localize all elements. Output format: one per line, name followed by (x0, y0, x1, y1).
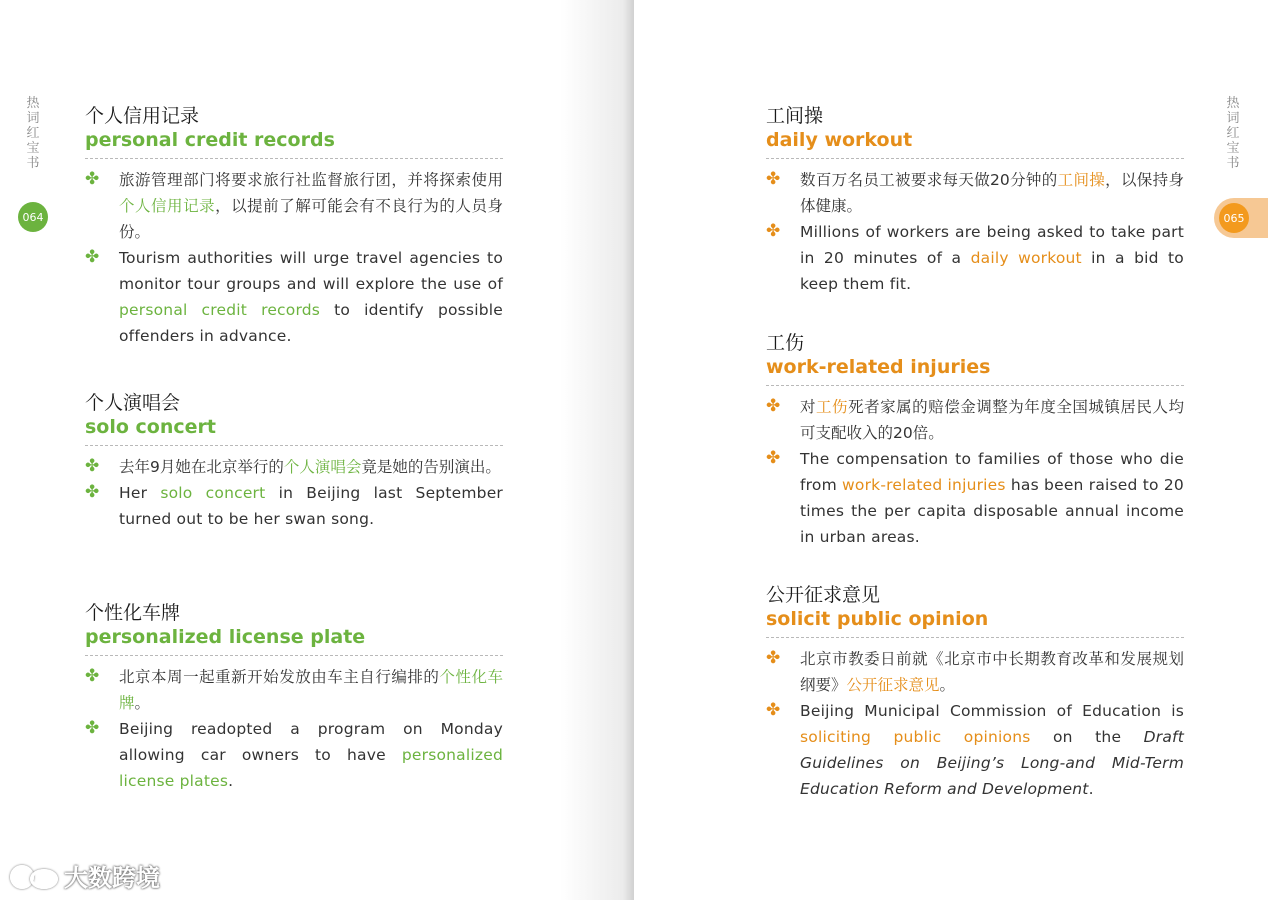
highlighted-term: solo concert (160, 484, 266, 502)
clover-icon: ✤ (766, 648, 781, 668)
chinese-term: 个人演唱会 (85, 392, 181, 414)
page-number-tab (1214, 198, 1268, 238)
english-example: ✤ Her solo concert in Beijing last September turned out to be her swan song. (85, 482, 504, 528)
chinese-example: ✤ 旅游管理部门将要求旅行社监督旅行团，并将探索使用个人信用记录，以提前了解可能会有不良行为的人员身份。 (85, 169, 503, 241)
english-example: ✤ Beijing Municipal Commission of Education is soliciting public opinions on the Draft Guidelines on Beijing’s Long-and Mid-Term Education Reform and Development. (766, 700, 1184, 798)
watermark-logo-icon (10, 863, 58, 889)
chinese-term: 工间操 (766, 105, 824, 127)
dashed-divider (85, 655, 503, 656)
dashed-divider (766, 637, 1184, 638)
clover-icon: ✤ (85, 169, 100, 189)
dashed-divider (85, 445, 503, 446)
term-entry (766, 104, 1184, 297)
chinese-term: 工伤 (766, 332, 805, 354)
highlighted-term: 公开征求意见 (846, 676, 940, 694)
english-term: personalized license plate (85, 626, 366, 648)
clover-icon: ✤ (85, 247, 100, 267)
term-entry (85, 104, 503, 349)
clover-icon: ✤ (766, 169, 781, 189)
highlighted-term: personal credit records (119, 301, 321, 319)
clover-icon: ✤ (766, 700, 781, 720)
term-entry (766, 583, 1184, 802)
chinese-example: ✤ 数百万名员工被要求每天做20分钟的工间操，以保持身体健康。 (766, 169, 1184, 215)
highlighted-term: daily workout (970, 249, 1082, 267)
chinese-term: 个人信用记录 (85, 105, 200, 127)
highlighted-term: 个人信用记录 (119, 197, 216, 215)
chinese-term: 个性化车牌 (85, 602, 181, 624)
dashed-divider (85, 158, 503, 159)
highlighted-term: personalized license plates (119, 746, 503, 790)
watermark (10, 858, 160, 893)
term-entry (85, 601, 503, 794)
highlighted-term: 个人演唱会 (283, 458, 362, 476)
highlighted-term: 工间操 (1057, 171, 1106, 189)
english-term: work-related injuries (766, 356, 991, 378)
highlighted-term: soliciting public opinions (800, 728, 1031, 746)
term-entry (766, 331, 1184, 550)
italic-title: Draft Guidelines on Beijing’s Long-and Mid-Term Education Reform and Development (800, 728, 1184, 798)
clover-icon: ✤ (85, 718, 100, 738)
english-example: ✤ The compensation to families of those who die from work-related injuries has been raised to 20 times the per capita disposable annual income in urban areas. (766, 448, 1184, 546)
clover-icon: ✤ (766, 396, 781, 416)
book-title-vertical: 热 词 红 宝 书 (1226, 96, 1240, 171)
term-entry (85, 391, 503, 532)
highlighted-term: work-related injuries (842, 476, 1006, 494)
clover-icon: ✤ (766, 448, 781, 468)
english-example: ✤ Millions of workers are being asked to take part in 20 minutes of a daily workout in a bid to keep them fit. (766, 221, 1184, 293)
book-gutter-shadow (560, 0, 634, 900)
chinese-example: ✤ 对工伤死者家属的赔偿金调整为年度全国城镇居民人均可支配收入的20倍。 (766, 396, 1184, 442)
clover-icon: ✤ (766, 221, 781, 241)
english-example: ✤ Beijing readopted a program on Monday allowing car owners to have personalized license plates. (85, 718, 503, 790)
clover-icon: ✤ (85, 666, 100, 686)
chinese-example: ✤ 北京市教委日前就《北京市中长期教育改革和发展规划纲要》公开征求意见。 (766, 648, 1184, 694)
clover-icon: ✤ (85, 482, 100, 502)
page-number-right: 065 (1219, 203, 1249, 233)
english-example: ✤ Tourism authorities will urge travel agencies to monitor tour groups and will explore the use of personal credit records to identify possible offenders in advance. (85, 247, 503, 345)
book-title-vertical: 热 词 红 宝 书 (26, 96, 40, 171)
page-number-left: 064 (18, 202, 48, 232)
english-term: daily workout (766, 129, 913, 151)
clover-icon: ✤ (85, 456, 100, 476)
dashed-divider (766, 158, 1184, 159)
highlighted-term: 工伤 (816, 398, 849, 416)
chinese-example: ✤ 北京本周一起重新开始发放由车主自行编排的个性化车牌。 (85, 666, 503, 712)
chinese-example: ✤ 去年9月她在北京举行的个人演唱会竟是她的告别演出。 (85, 456, 501, 476)
english-term: solicit public opinion (766, 608, 989, 630)
highlighted-term: 个性化车牌 (119, 668, 503, 712)
dashed-divider (766, 385, 1184, 386)
watermark-text: 大数跨境 (64, 864, 160, 892)
chinese-term: 公开征求意见 (766, 584, 881, 606)
english-term: solo concert (85, 416, 216, 438)
english-term: personal credit records (85, 129, 335, 151)
right-page (634, 0, 1268, 900)
